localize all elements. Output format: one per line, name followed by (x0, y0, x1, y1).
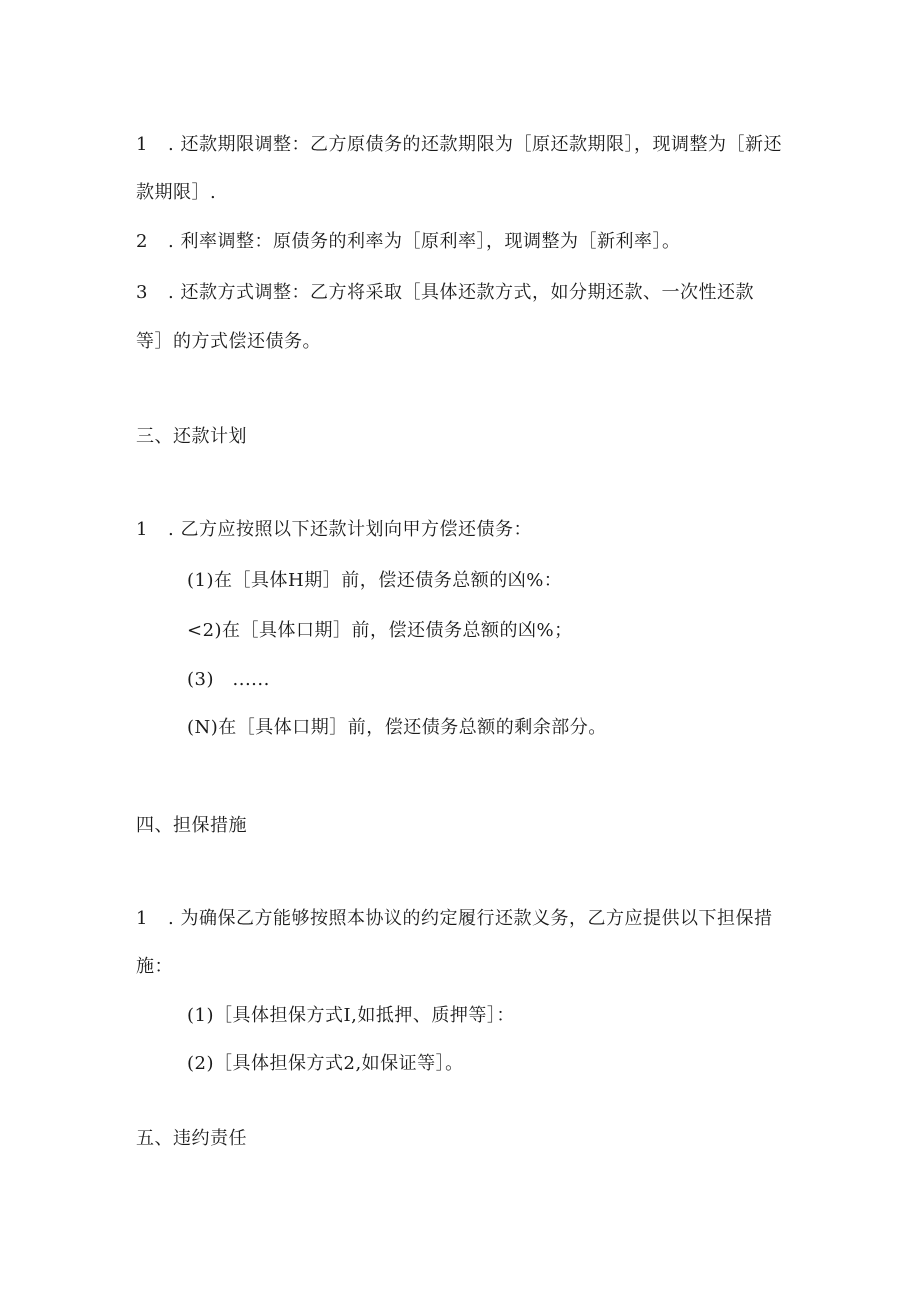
repayment-plan-intro (136, 518, 532, 542)
repayment-plan-sub-1: (1)在［具体H期］前，偿还债务总额的凶%： (187, 570, 563, 591)
repayment-plan-sub-3: (3) ...... (187, 669, 270, 690)
term-adjustment-line-2: 款期限］. (136, 182, 217, 203)
repayment-plan-sub-2: <2)在［具体口期］前，偿还债务总额的凶%； (187, 620, 573, 641)
guarantee-sub-2: (2)［具体担保方式2,如保证等］。 (187, 1053, 464, 1074)
term-adjustment-line-1 (136, 133, 782, 157)
section-three-heading: 三、还款计划 (136, 426, 247, 447)
repayment-method-line-2: 等］的方式偿还债务。 (136, 331, 321, 352)
section-four-heading: 四、担保措施 (136, 815, 247, 836)
interest-adjustment-line (136, 230, 680, 254)
item-text: . 为确保乙方能够按照本协议的约定履行还款义务，乙方应提供以下担保措 (168, 908, 773, 929)
guarantee-intro-line-2: 施： (136, 956, 173, 977)
item-number: 1 (136, 908, 148, 929)
guarantee-intro-line-1 (136, 907, 772, 931)
item-text: . 利率调整：原债务的利率为［原利率］，现调整为［新利率］。 (168, 231, 681, 252)
repayment-method-line-1 (136, 281, 754, 305)
item-text: . 还款方式调整：乙方将采取［具体还款方式，如分期还款、一次性还款 (168, 282, 754, 303)
item-number: 3 (136, 282, 148, 303)
repayment-plan-sub-n: (N)在［具体口期］前，偿还债务总额的剩余部分。 (187, 717, 607, 738)
item-number: 1 (136, 134, 148, 155)
item-text: . 还款期限调整：乙方原债务的还款期限为［原还款期限］，现调整为［新还 (168, 134, 782, 155)
guarantee-sub-1: (1)［具体担保方式I,如抵押、质押等］： (187, 1005, 515, 1026)
item-number: 2 (136, 231, 148, 252)
item-text: . 乙方应按照以下还款计划向甲方偿还债务： (168, 519, 532, 540)
section-five-heading: 五、违约责任 (136, 1128, 247, 1149)
item-number: 1 (136, 519, 148, 540)
